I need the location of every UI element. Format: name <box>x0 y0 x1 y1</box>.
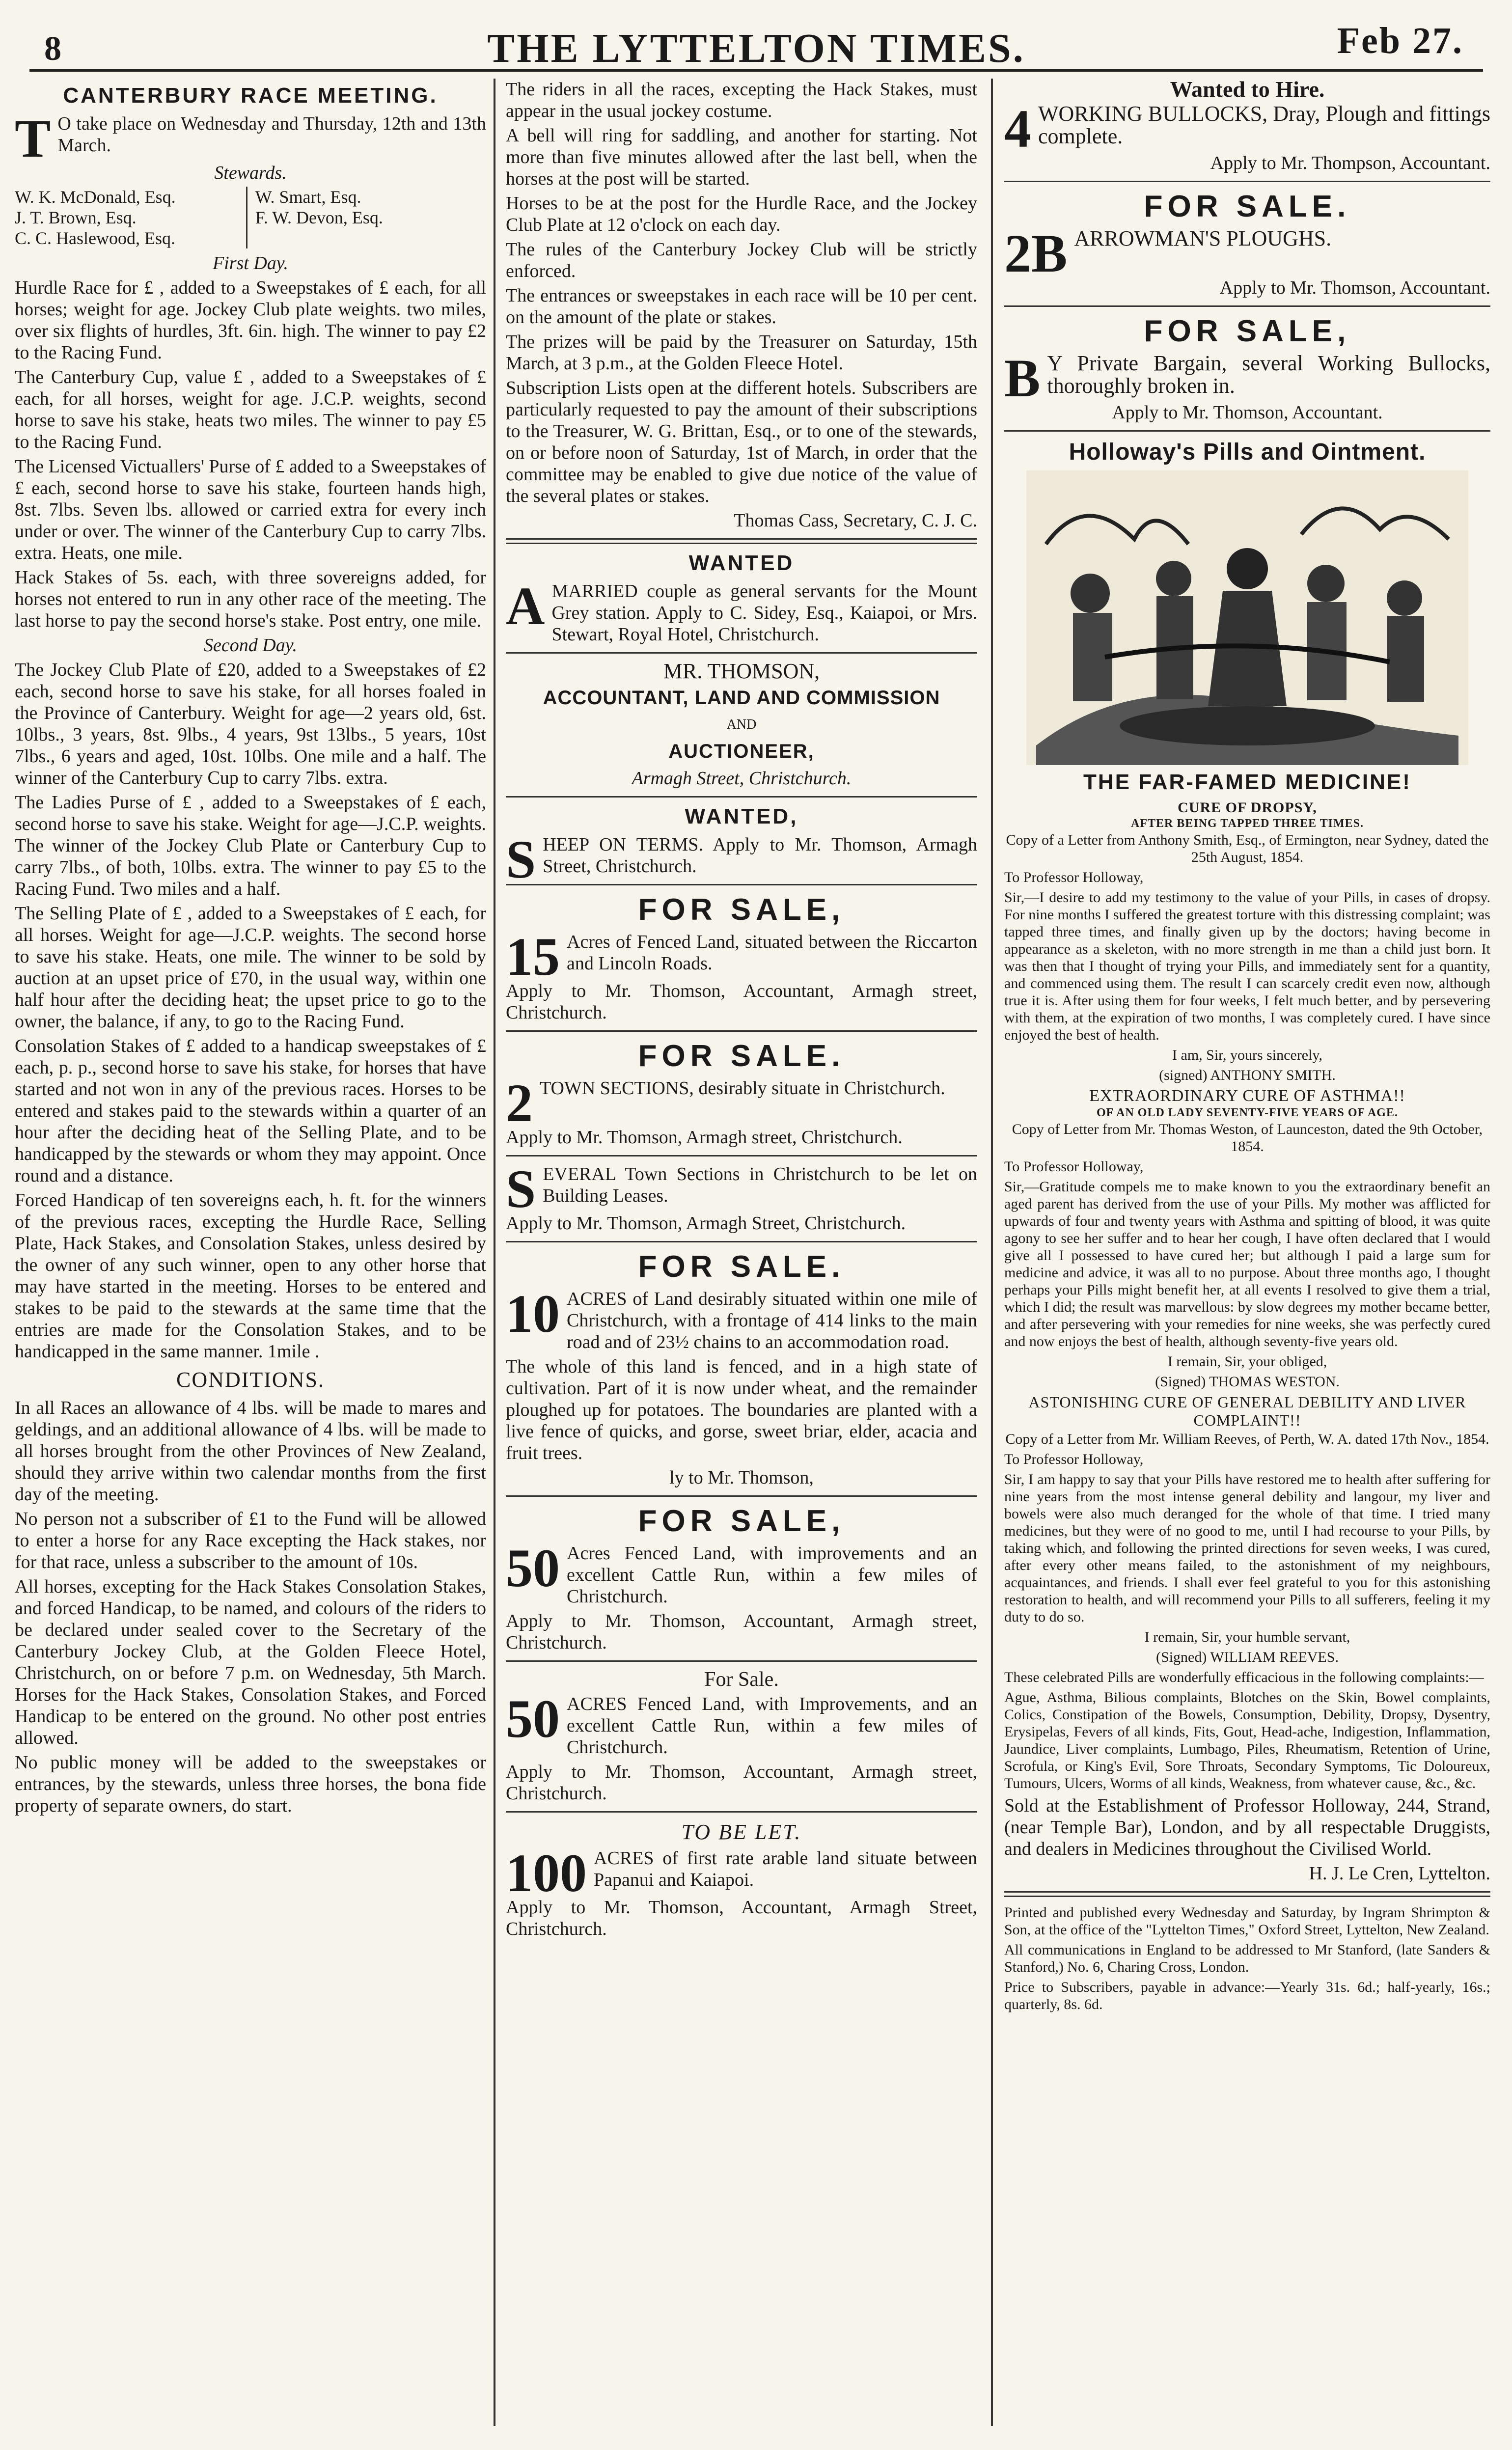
holloway-engraving-illustration <box>1026 470 1468 765</box>
letter-3-close: I remain, Sir, your humble servant, <box>1144 1629 1350 1645</box>
letter-2-to: To Professor Holloway, <box>1004 1158 1144 1175</box>
asthma-heading: EXTRAORDINARY CURE OF ASTHMA!! <box>1089 1087 1405 1105</box>
sale-50-acres-b-ad: 50 ACRES Fenced Land, with Improvements, and an excellent Cattle Run, within a few miles of Christchurch. <box>506 1689 977 1758</box>
several-sections-ad: SEVERAL Town Sections in Christchurch to be let on Building Leases. <box>506 1159 977 1219</box>
letter-1-signature: (signed) ANTHONY SMITH. <box>1159 1067 1336 1083</box>
asthma-subheading: OF AN OLD LADY SEVENTY-FIVE YEARS OF AGE. <box>1097 1106 1398 1119</box>
bell-rule: A bell will ring for saddling, and another for starting. Not more than five minutes allowed after the last bell, when the horses at the post will be started. <box>506 125 977 189</box>
letter-1-body: Sir,—I desire to add my testimony to the value of your Pills, in cases of dropsy. For nine months I suffered the greatest torture with this distressing complaint; was tapped three times, and finally given up by the doctors; having become in appearance as a skeleton, with no more strength in me than a child just born. It was then that I thought of trying your Pills, and immediately sent for a quantity, and commenced using them. The result I can scarcely credit even now, although true it is. After using them for four weeks, I felt much better, and by persevering with them, at the expiration of two months, I was completely cured. I have since enjoyed the best of health. <box>1004 889 1490 1043</box>
letter-2-body: Sir,—Gratitude compels me to make known to you the extraordinary benefit an aged parent has derived from the use of your Pills. My mother was afflicted for upwards of four and twenty years with Asthma and spitting of blood, it was quite agony to see her suffer and to hear her cough, I have often declared that I would give all I possessed to have cured her; but although I paid a large sum for medicine and advice, it was all to no purpose. About three months ago, I thought perhaps your Pills might benefit her, at all events I resolved to give them a trial, which I did; the result was marvellous: by slow degrees my mother became better, and after persevering with your remedies for nine weeks, she was perfectly cured and now enjoys the best of health, although seventy-five years old. <box>1004 1179 1490 1349</box>
separator <box>506 1660 977 1662</box>
complaints-intro: These celebrated Pills are wonderfully efficacious in the following complaints:— <box>1004 1669 1484 1685</box>
newspaper-title: THE LYTTELTON TIMES. <box>487 26 1025 71</box>
bullocks-ad: B Y Private Bargain, several Working Bullocks, thoroughly broken in. <box>1004 348 1490 408</box>
issue-date: Feb 27. <box>1337 20 1463 61</box>
hire-apply: Apply to Mr. Thompson, Accountant. <box>1210 153 1490 173</box>
thomson-and: AND <box>726 717 757 732</box>
forced-handicap: Forced Handicap of ten sovereigns each, h. ft. for the winners of the previous races, excepting the Hurdle Race, Selling Plate, Hack Stakes, and Consolation Stakes, unless desired by the owner of any such winner, open to any other horse that may have started in the meeting. Horses to be entered and stakes to be paid to the stewards at the same time that the entries are made for the Consolation Stakes, and to be handicapped in the same manner. 1mile . <box>15 1190 486 1362</box>
dropsy-heading: CURE OF DROPSY, <box>1178 799 1317 816</box>
second-day-heading: Second Day. <box>204 635 297 656</box>
hack-stakes: Hack Stakes of 5s. each, with three sovereigns added, for horses not entered to run in any other race of the meeting. The last horse to pay the second horse's stake. Post entry, one mile. <box>15 567 486 631</box>
to-let-title: TO BE LET. <box>681 1820 802 1844</box>
column-rule <box>991 79 993 2426</box>
wanted-sheep-title: WANTED, <box>685 804 798 828</box>
sale-15-acres-apply: Apply to Mr. Thomson, Accountant, Armagh street, Christchurch. <box>506 981 977 1023</box>
debility-heading: ASTONISHING CURE OF GENERAL DEBILITY AND LIVER COMPLAINT!! <box>1028 1393 1466 1429</box>
race-title: CANTERBURY RACE MEETING. <box>63 83 438 108</box>
thomson-auctioneer: AUCTIONEER, <box>668 741 815 762</box>
hire-ad: 4 WORKING BULLOCKS, Dray, Plough and fittings complete. <box>1004 99 1490 159</box>
bullocks-apply: Apply to Mr. Thomson, Accountant. <box>1112 402 1383 423</box>
entrances-rule: The entrances or sweepstakes in each race will be 10 per cent. on the amount of the plate or stakes. <box>506 285 977 328</box>
ladies-purse: The Ladies Purse of £ , added to a Sweepstakes of £ each, second horse to save his stake. Weight for age—J.C.P. weights. The winner of the Jockey Club Plate or Canterbury Cup to carry 7lbs., of both, 10lbs. extra. The winner to pay £5 to the Racing Fund. Two miles and a half. <box>15 792 486 899</box>
consolation-stakes: Consolation Stakes of £ added to a handicap sweepstakes of £ each, p. p., second horse to save his stake, for horses that have started and not won in any of the previous races. Horses to be entered and stakes paid to the stewards within a quarter of an hour after the deciding heat of the Selling Plate, and to be handicapped by the stewards or whom they may appoint. Once round and a distance. <box>15 1036 486 1186</box>
condition-3: All horses, excepting for the Hack Stakes Consolation Stakes, and forced Handicap, to be named, and colours of the riders to be declared under sealed cover to the Secretary of the Canterbury Jockey Club, at the Golden Fleece Hotel, Christchurch, on or before 7 p.m. on Wednesday, 5th March. Horses for the Hack Stakes, Consolation Stakes, and Forced Handicap to be entered on the ground. No other post entries allowed. <box>15 1576 486 1748</box>
sale-50-acres-b-apply: Apply to Mr. Thomson, Accountant, Armagh street, Christchurch. <box>506 1762 977 1804</box>
hire-title: Wanted to Hire. <box>1170 79 1325 102</box>
separator <box>1004 1891 1490 1897</box>
column-2 <box>506 79 977 2436</box>
prizes-rule: The prizes will be paid by the Treasurer on Saturday, 15th March, at 3 p.m., at the Golden Fleece Hotel. <box>506 331 977 374</box>
dropsy-subheading: AFTER BEING TAPPED THREE TIMES. <box>1131 817 1364 830</box>
separator <box>506 1241 977 1242</box>
sale-15-acres-ad: 15 Acres of Fenced Land, situated between the Riccarton and Lincoln Roads. <box>506 927 977 987</box>
separator <box>1004 305 1490 307</box>
holloway-title: Holloway's Pills and Ointment. <box>1069 439 1426 465</box>
riders-rule: The riders in all the races, excepting the Hack Stakes, must appear in the usual jockey costume. <box>506 79 977 121</box>
thomson-role: ACCOUNTANT, LAND AND COMMISSION <box>543 687 940 709</box>
letter-3-body: Sir, I am happy to say that your Pills have restored me to health after suffering for nine years from the most intense general debility and langour, my liver and bowels were also much deranged for the whole of that time. I tried many medicines, but they were of no good to me, until I had recourse to your Pills, by taking which, and following the printed directions for seven weeks, I was cured, after every other means failed, to the astonishment of my neighbours, acquaintances, and friends. I shall ever feel grateful to you for this astonishing restoration to health, and will recommend your Pills to all sufferers, feeling it my duty to do so. <box>1004 1471 1490 1625</box>
england-communications: All communications in England to be addressed to Mr Stanford, (late Sanders & Stanford,) No. 6, Charing Cross, London. <box>1004 1942 1490 1975</box>
sale-town-sections-title: FOR SALE. <box>638 1039 845 1073</box>
sale-50-acres-b-title: For Sale. <box>704 1668 779 1691</box>
canterbury-cup: The Canterbury Cup, value £ , added to a Sweepstakes of £ each, for all horses, weight for age. J.C.P. weights, second horse to save his stake, heats two miles. The winner to pay £5 to the Racing Fund. <box>15 367 486 452</box>
letter-1-close: I am, Sir, yours sincerely, <box>1172 1047 1322 1063</box>
wanted-servants-title: WANTED <box>688 551 795 575</box>
separator <box>506 1811 977 1813</box>
race-intro: T O take place on Wednesday and Thursday, 12th and 13th March. <box>15 109 486 168</box>
masthead <box>29 10 1483 72</box>
several-sections-apply: Apply to Mr. Thomson, Armagh Street, Christchurch. <box>506 1213 906 1234</box>
far-famed-title: THE FAR-FAMED MEDICINE! <box>1083 770 1411 794</box>
condition-4: No public money will be added to the sweepstakes or entrances, by the stewards, unless three horses, the bona fide property of separate owners, do start. <box>15 1752 486 1816</box>
secretary-signature: Thomas Cass, Secretary, C. J. C. <box>734 510 977 531</box>
separator <box>506 1495 977 1497</box>
sale-15-acres-title: FOR SALE, <box>638 893 845 927</box>
separator <box>506 1155 977 1156</box>
post-rule: Horses to be at the post for the Hurdle Race, and the Jockey Club Plate at 12 o'clock on each day. <box>506 193 977 235</box>
separator <box>506 538 977 544</box>
ploughs-apply: Apply to Mr. Thomson, Accountant. <box>1219 277 1490 298</box>
selling-plate: The Selling Plate of £ , added to a Sweepstakes of £ each, for all horses. Weight for age—J.C.P. weights. The second horse to save his stake. Heats, one mile. The winner to be sold by auction at an upset price of £70, in the usual way, within one half hour after the deciding heat; the upset price to go to the owner, the balance, if any, to go to the Racing Fund. <box>15 903 486 1032</box>
conditions-title: CONDITIONS. <box>176 1368 325 1392</box>
column-3 <box>1004 79 1490 2436</box>
page-number: 8 <box>44 30 61 68</box>
sale-town-sections-ad: 2 TOWN SECTIONS, desirably situate in Christchurch. <box>506 1073 945 1133</box>
stewards-list: W. K. McDonald, Esq. J. T. Brown, Esq. C. C. Haslewood, Esq. W. Smart, Esq. F. W. Devon, Esq. <box>15 187 383 248</box>
sold-at: Sold at the Establishment of Professor Holloway, 244, Strand, (near Temple Bar), London, and by all respectable Druggists, and dealers in Medicines throughout the Civilised World. <box>1004 1795 1490 1859</box>
first-day-heading: First Day. <box>212 253 289 274</box>
complaints-list: Ague, Asthma, Bilious complaints, Blotches on the Skin, Bowel complaints, Colics, Constipation of the Bowels, Consumption, Debility, Dropsy, Dysentry, Erysipelas, Fevers of all kinds, Fits, Gout, Head-ache, Indigestion, Inflammation, Jaundice, Liver complaints, Lumbago, Piles, Rheumatism, Retention of Urine, Scrofula, or King's Evil, Sore Throats, Secondary Symptoms, Tic Doloureux, Tumours, Ulcers, Worms of all kinds, Weakness, from whatever cause, &c., &c. <box>1004 1689 1490 1791</box>
victuallers-purse: The Licensed Victuallers' Purse of £ added to a Sweepstakes of £ each, second horse to save his stake, fourteen hands high, 8st. 7lbs. Seven lbs. allowed or carried extra for every inch under or over. The winner of the Canterbury Cup to carry 7lbs. extra. Heats, one mile. <box>15 456 486 563</box>
letter-1-intro: Copy of a Letter from Anthony Smith, Esq., of Ermington, near Sydney, dated the 25th August, 1854. <box>1006 832 1489 865</box>
column-1 <box>15 79 486 2436</box>
condition-2: No person not a subscriber of £1 to the Fund will be allowed to enter a horse for any Race excepting the Hack stakes, nor for that race, unless a subscriber to the amount of 10s. <box>15 1509 486 1572</box>
jockey-club-rules: The rules of the Canterbury Jockey Club will be strictly enforced. <box>506 239 977 281</box>
sale-10-acres-title: FOR SALE. <box>638 1250 845 1284</box>
subscription-notice: Subscription Lists open at the different hotels. Subscribers are particularly requested to pay the amount of their subscriptions to the Treasurer, W. G. Brittan, Esq., or to one of the stewards, on or before noon of Saturday, 1st of March, in order that the committee may be enabled to give due notice of the value of the several plates or stakes. <box>506 378 977 506</box>
wanted-servants-ad: AMARRIED couple as general servants for the Mount Grey station. Apply to C. Sidey, Esq., Kaiapoi, or Mrs. Stewart, Royal Hotel, Christchurch. <box>506 576 977 645</box>
separator <box>506 652 977 654</box>
letter-3-intro: Copy of a Letter from Mr. William Reeves, of Perth, W. A. dated 17th Nov., 1854. <box>1005 1431 1489 1447</box>
letter-2-intro: Copy of Letter from Mr. Thomas Weston, of Launceston, dated the 9th October, 1854. <box>1012 1121 1483 1155</box>
subscription-price: Price to Subscribers, payable in advance:—Yearly 31s. 6d.; half-yearly, 16s.; quarterly, 8s. 6d. <box>1004 1979 1490 2012</box>
to-let-apply: Apply to Mr. Thomson, Accountant, Armagh Street, Christchurch. <box>506 1897 977 1939</box>
sale-50-acres-ad: 50 Acres Fenced Land, with improvements and an excellent Cattle Run, within a few miles of Christchurch. <box>506 1538 977 1607</box>
sale-town-sections-apply: Apply to Mr. Thomson, Armagh street, Christchurch. <box>506 1127 903 1148</box>
sale-10-acres-ad: 10 ACRES of Land desirably situated within one mile of Christchurch, with a frontage of 414 links to the main road and of 23½ chains to an accommodation road. <box>506 1284 977 1352</box>
sale-50-acres-apply: Apply to Mr. Thomson, Accountant, Armagh street, Christchurch. <box>506 1611 977 1653</box>
column-rule <box>494 79 495 2426</box>
bullocks-title: FOR SALE, <box>1144 314 1351 348</box>
sale-50-acres-title: FOR SALE, <box>638 1504 845 1538</box>
ploughs-ad: 2B ARROWMAN'S PLOUGHS. <box>1004 223 1332 283</box>
letter-2-signature: (Signed) THOMAS WESTON. <box>1155 1374 1340 1390</box>
thomson-address: Armagh Street, Christchurch. <box>632 768 852 789</box>
condition-1: In all Races an allowance of 4 lbs. will be made to mares and geldings, and an additional allowance of 4 lbs. will be made to all horses brought from the other Provinces of New Zealand, should they arrive within two calendar months from the first day of the meeting. <box>15 1398 486 1505</box>
letter-1-to: To Professor Holloway, <box>1004 869 1144 885</box>
jockey-club-plate: The Jockey Club Plate of £20, added to a Sweepstakes of £2 each, second horse to save his stake, for all horses foaled in the Province of Canterbury. Weight for age—2 years old, 6st. 10lbs., 3 years, 8st. 9lbs., 4 years, 9st 13lbs., 5 years, 10st 7lbs., 6 years and aged, 10st. 10lbs. One mile and a half. The winner of the Canterbury Cup to carry 7lbs. extra. <box>15 660 486 788</box>
to-let-ad: 100 ACRES of first rate arable land situate between Papanui and Kaiapoi. <box>506 1843 977 1903</box>
imprint: Printed and published every Wednesday and Saturday, by Ingram Shrimpton & Son, at the office of the "Lyttelton Times," Oxford Street, Lyttelton, New Zealand. <box>1004 1904 1490 1938</box>
thomson-name: MR. THOMSON, <box>663 659 820 683</box>
letter-2-close: I remain, Sir, your obliged, <box>1167 1353 1327 1370</box>
sale-10-acres-apply: ly to Mr. Thomson, <box>669 1467 814 1488</box>
letter-3-to: To Professor Holloway, <box>1004 1451 1144 1467</box>
separator <box>506 796 977 798</box>
ploughs-title: FOR SALE. <box>1144 190 1351 223</box>
letter-3-signature: (Signed) WILLIAM REEVES. <box>1156 1649 1339 1665</box>
wanted-sheep-ad: SHEEP ON TERMS. Apply to Mr. Thomson, Armagh Street, Christchurch. <box>506 829 977 889</box>
sale-10-acres-details: The whole of this land is fenced, and in a high state of cultivation. Part of it is now under wheat, and the remainder ploughed up for potatoes. The boundaries are planted with a live fence of quicks, and gorse, sweet briar, elder, acacia and fruit trees. <box>506 1356 977 1463</box>
separator <box>506 884 977 885</box>
hurdle-race: Hurdle Race for £ , added to a Sweepstakes of £ each, for all horses; weight for age. Jockey Club plate weights. two miles, over six flights of hurdles, 3ft. 6in. high. The winner to pay £2 to the Racing Fund. <box>15 277 486 363</box>
local-agent: H. J. Le Cren, Lyttelton. <box>1309 1863 1490 1884</box>
separator <box>506 1030 977 1032</box>
separator <box>1004 430 1490 432</box>
separator <box>1004 181 1490 182</box>
stewards-label: Stewards. <box>214 163 287 183</box>
